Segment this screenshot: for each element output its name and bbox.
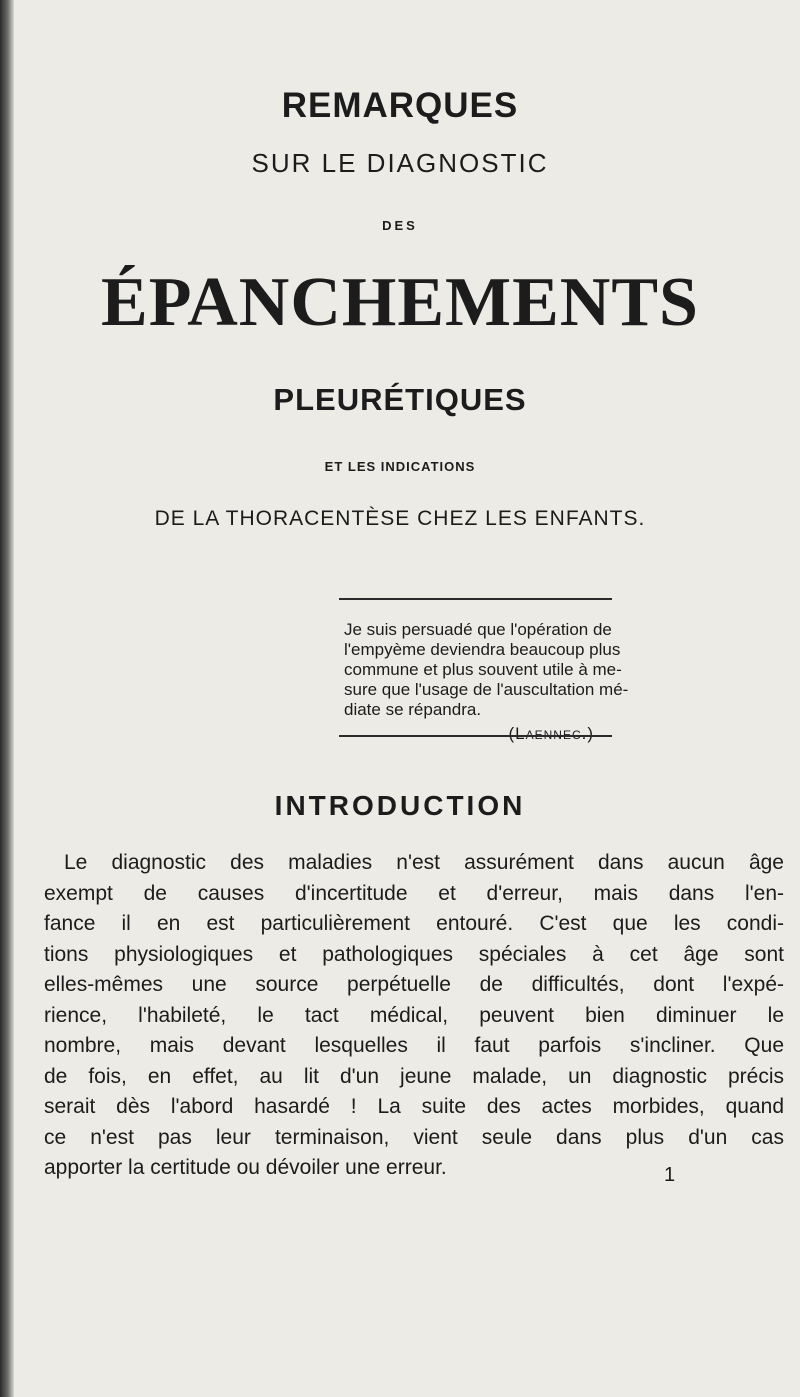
epigraph-bottom-rule xyxy=(339,735,612,737)
body-text xyxy=(44,848,784,1184)
body-line: serait dès l'abord hasardé ! La suite des actes morbides, quand xyxy=(44,1095,784,1118)
title-line-7: DE LA THORACENTÈSE CHEZ LES ENFANTS. xyxy=(154,507,646,530)
title-line-2: SUR LE DIAGNOSTIC xyxy=(251,148,549,178)
title-line-3: DES xyxy=(382,218,418,233)
book-binding-shadow xyxy=(0,0,14,1397)
body-line: nombre, mais devant lesquelles il faut parfois s'incliner. Que xyxy=(44,1034,784,1057)
body-line: elles-mêmes une source perpétuelle de difficultés, dont l'expé- xyxy=(44,973,784,996)
body-line: fance il en est particulièrement entouré. C'est que les condi- xyxy=(44,912,784,935)
title-line-5: PLEURÉTIQUES xyxy=(273,382,527,417)
epigraph-line: diate se répandra. xyxy=(344,700,482,719)
epigraph-line: l'empyème deviendra beaucoup plus xyxy=(344,640,621,659)
epigraph-line: Je suis persuadé que l'opération de xyxy=(344,620,612,639)
epigraph-line: commune et plus souvent utile à me- xyxy=(344,660,622,679)
body-line: rience, l'habileté, le tact médical, peuvent bien diminuer le xyxy=(44,1003,784,1027)
body-line: ce n'est pas leur terminaison, vient seule dans plus d'un cas xyxy=(44,1125,784,1149)
page-number: 1 xyxy=(664,1164,676,1186)
body-line: exempt de causes d'incertitude et d'erreur, mais dans l'en- xyxy=(44,881,784,905)
body-line: Le diagnostic des maladies n'est assurément dans aucun âge xyxy=(64,851,784,874)
section-heading: INTRODUCTION xyxy=(274,790,526,821)
epigraph-top-rule xyxy=(339,598,612,600)
title-line-6: ET LES INDICATIONS xyxy=(324,459,476,474)
body-line: apporter la certitude ou dévoiler une erreur. xyxy=(44,1156,447,1179)
body-line: de fois, en effet, au lit d'un jeune malade, un diagnostic précis xyxy=(44,1064,784,1088)
epigraph xyxy=(344,620,684,744)
epigraph-line: sure que l'usage de l'auscultation mé- xyxy=(344,680,629,699)
title-line-1: REMARQUES xyxy=(281,86,519,125)
title-line-4: ÉPANCHEMENTS xyxy=(101,264,699,341)
body-line: tions physiologiques et pathologiques spéciales à cet âge sont xyxy=(44,942,784,966)
epigraph-author: (Laennec.) xyxy=(508,724,594,743)
